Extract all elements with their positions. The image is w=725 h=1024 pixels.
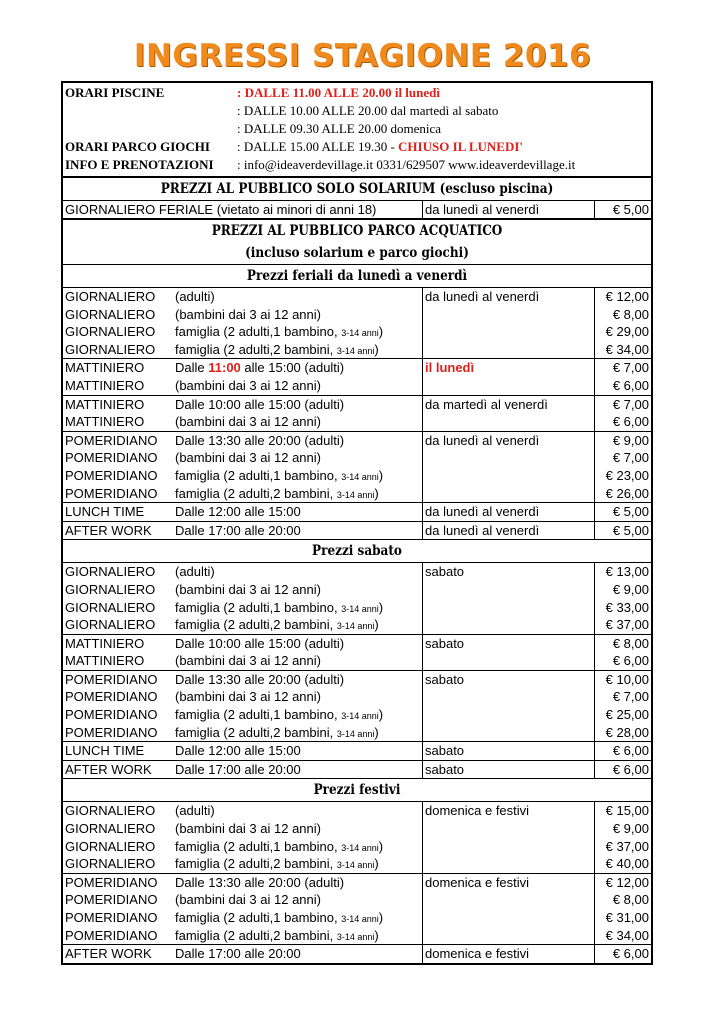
info-label: ORARI PARCO GIOCHI (65, 139, 210, 154)
row-age-range: 3-14 anni (336, 621, 375, 632)
solarium-header: PREZZI AL PUBBLICO SOLO SOLARIUM (escluso piscina) (63, 178, 651, 201)
row-type: GIORNALIERO (65, 341, 156, 357)
table-row (63, 820, 651, 838)
table-row (63, 652, 651, 670)
row-price: € 29,00 (605, 324, 649, 340)
row-price: € 10,00 (605, 671, 649, 687)
table-row (63, 431, 651, 450)
row-price: € 5,00 (612, 504, 649, 520)
info-row (65, 84, 649, 102)
table-row (63, 467, 651, 485)
info-value: : DALLE 10.00 ALLE 20.00 dal martedì al sabato (237, 103, 499, 118)
row-days: da lunedì al venerdì (422, 522, 595, 540)
row-type: POMERIDIANO (65, 927, 158, 943)
row-desc: Dalle 10:00 alle 15:00 (adulti) (175, 396, 345, 412)
row-age-range: 3-14 anni (336, 345, 375, 356)
table-row (63, 306, 651, 324)
row-days: sabato (422, 761, 595, 779)
info-row (65, 138, 649, 156)
row-type: POMERIDIANO (65, 689, 158, 705)
row-type: GIORNALIERO (65, 599, 156, 615)
solarium-row (63, 201, 651, 220)
table-row (63, 724, 651, 742)
row-desc: famiglia (2 adulti,1 bambino, 3-14 anni) (175, 599, 384, 615)
table-row (63, 358, 651, 377)
row-price: € 34,00 (605, 927, 649, 943)
row-price: € 37,00 (605, 838, 649, 854)
row-desc: Dalle 13:30 alle 20:00 (adulti) (175, 874, 345, 890)
row-type: POMERIDIANO (65, 874, 158, 890)
row-age-range: 3-14 anni (336, 728, 375, 739)
row-days (422, 306, 595, 324)
info-highlight: CHIUSO IL LUNEDI' (398, 139, 524, 154)
row-desc: Dalle 10:00 alle 15:00 (adulti) (175, 635, 345, 651)
row-price: € 9,00 (612, 581, 649, 597)
section-header-text: Prezzi sabato (312, 543, 402, 560)
table-row (63, 288, 651, 306)
row-desc: (bambini dai 3 ai 12 anni) (175, 450, 321, 466)
row-desc: Dalle 12:00 alle 15:00 (175, 743, 301, 759)
table-row (63, 944, 651, 963)
row-type: MATTINIERO (65, 414, 145, 430)
row-price: € 6,00 (612, 761, 649, 777)
row-type: POMERIDIANO (65, 724, 158, 740)
row-age-range: 3-14 anni (336, 860, 375, 871)
row-type: POMERIDIANO (65, 450, 158, 466)
row-price: € 12,00 (605, 289, 649, 304)
row-desc: Dalle 12:00 alle 15:00 (175, 504, 301, 520)
row-type: AFTER WORK (65, 522, 152, 538)
table-row (63, 581, 651, 599)
row-type: MATTINIERO (65, 360, 145, 376)
row-price: € 28,00 (605, 724, 649, 740)
row-type: GIORNALIERO (65, 289, 156, 304)
row-type: GIORNALIERO (65, 821, 156, 837)
info-label (65, 102, 237, 120)
row-days (422, 652, 595, 670)
table-row (63, 395, 651, 414)
row-price: € 8,00 (612, 635, 649, 651)
table-row (63, 485, 651, 503)
row-days (422, 820, 595, 838)
row-price: € 37,00 (605, 617, 649, 633)
table-row (63, 502, 651, 521)
row-days: domenica e festivi (422, 802, 595, 820)
row-price: € 6,00 (612, 946, 649, 962)
table-row (63, 909, 651, 927)
row-price: € 6,00 (612, 377, 649, 393)
info-value: : info@ideaverdevillage.it 0331/629507 www.ideaverdevillage.it (237, 157, 576, 172)
row-price: € 15,00 (605, 803, 649, 819)
row-days (422, 581, 595, 599)
row-desc: Dalle 13:30 alle 20:00 (adulti) (175, 432, 345, 448)
row-days: da lunedì al venerdì (422, 503, 595, 521)
info-label: ORARI PISCINE (65, 85, 165, 100)
row-desc: Dalle 17:00 alle 20:00 (175, 761, 301, 777)
row-price: € 9,00 (612, 432, 649, 448)
row-age-range: 3-14 anni (336, 489, 375, 500)
row-type: POMERIDIANO (65, 467, 158, 483)
row-type: POMERIDIANO (65, 892, 158, 908)
row-age-range: 3-14 anni (341, 842, 379, 853)
row-price: € 40,00 (605, 856, 649, 872)
table-row (63, 670, 651, 689)
row-type: LUNCH TIME (65, 743, 145, 759)
row-time: 11:00 (208, 360, 241, 376)
row-type: POMERIDIANO (65, 707, 158, 723)
row-desc: famiglia (2 adulti,1 bambino, 3-14 anni) (175, 467, 384, 483)
table-row (63, 616, 651, 634)
table-row (63, 760, 651, 779)
row-days (422, 599, 595, 617)
row-desc: Dalle 13:30 alle 20:00 (adulti) (175, 671, 345, 687)
row-desc: (bambini dai 3 ai 12 anni) (175, 581, 321, 597)
row-type: GIORNALIERO (65, 617, 156, 633)
row-desc: (adulti) (175, 803, 215, 819)
row-type: GIORNALIERO (65, 581, 156, 597)
row-type: AFTER WORK (65, 761, 152, 777)
table-row (63, 688, 651, 706)
table-row (63, 706, 651, 724)
table-row (63, 741, 651, 760)
row-price: € 7,00 (612, 450, 649, 466)
info-label (65, 120, 237, 138)
row-days (422, 467, 595, 485)
row-days (422, 485, 595, 503)
row-days (422, 449, 595, 467)
row-type: GIORNALIERO (65, 803, 156, 819)
row-desc: famiglia (2 adulti,1 bambino, 3-14 anni) (175, 838, 384, 854)
page-title: INGRESSI STAGIONE 2016 (133, 38, 592, 74)
row-days (422, 616, 595, 634)
row-price: € 26,00 (605, 485, 649, 501)
row-days (422, 341, 595, 359)
row-desc: famiglia (2 adulti,1 bambino, 3-14 anni) (175, 910, 384, 925)
row-desc: famiglia (2 adulti,2 bambini, 3-14 anni) (175, 724, 379, 740)
row-price: € 6,00 (612, 743, 649, 759)
row-type: GIORNALIERO (65, 324, 156, 340)
row-desc: (bambini dai 3 ai 12 anni) (175, 377, 321, 393)
info-value: : DALLE 09.30 ALLE 20.00 domenica (237, 121, 441, 136)
row-days (422, 688, 595, 706)
table-row (63, 413, 651, 431)
row-price: € 7,00 (612, 360, 649, 376)
row-desc: (bambini dai 3 ai 12 anni) (175, 689, 321, 705)
row-age-range: 3-14 anni (341, 914, 379, 924)
row-desc: Dalle 11:00 alle 15:00 (adulti) (175, 360, 345, 376)
table-row (63, 599, 651, 617)
row-type: GIORNALIERO (65, 306, 156, 322)
row-desc: (bambini dai 3 ai 12 anni) (175, 892, 321, 908)
row-age-range: 3-14 anni (341, 328, 379, 339)
row-desc: famiglia (2 adulti,1 bambino, 3-14 anni) (175, 324, 384, 340)
table-row (63, 891, 651, 909)
row-days: sabato (422, 671, 595, 689)
table-row (63, 634, 651, 653)
row-days (422, 927, 595, 945)
row-type: MATTINIERO (65, 396, 145, 412)
table-row (63, 341, 651, 359)
row-days (422, 838, 595, 856)
row-days: domenica e festivi (422, 945, 595, 963)
row-desc: (bambini dai 3 ai 12 anni) (175, 306, 321, 322)
info-row (65, 156, 649, 174)
info-value: : DALLE 11.00 ALLE 20.00 il lunedì (237, 85, 440, 100)
row-desc: famiglia (2 adulti,2 bambini, 3-14 anni) (175, 617, 379, 633)
row-type: POMERIDIANO (65, 485, 158, 501)
row-days (422, 323, 595, 341)
row-desc: (adulti) (175, 289, 215, 304)
row-desc: famiglia (2 adulti,2 bambini, 3-14 anni) (175, 927, 379, 943)
row-desc: famiglia (2 adulti,2 bambini, 3-14 anni) (175, 485, 379, 501)
row-price: € 6,00 (612, 653, 649, 669)
row-price: € 8,00 (612, 306, 649, 322)
row-price: € 23,00 (605, 467, 649, 483)
solarium-days: da lunedì al venerdì (422, 201, 595, 218)
section-header (63, 778, 651, 802)
row-days (422, 724, 595, 742)
row-days: sabato (422, 635, 595, 653)
row-type: MATTINIERO (65, 377, 145, 393)
table-row (63, 377, 651, 395)
row-days (422, 413, 595, 431)
price-sheet (61, 81, 653, 965)
row-price: € 13,00 (605, 564, 649, 580)
row-type: POMERIDIANO (65, 432, 158, 448)
row-days: sabato (422, 563, 595, 581)
table-row (63, 323, 651, 341)
row-type: POMERIDIANO (65, 671, 158, 687)
row-type: GIORNALIERO (65, 838, 156, 854)
table-row (63, 521, 651, 540)
row-desc: (adulti) (175, 564, 215, 580)
row-days: domenica e festivi (422, 874, 595, 892)
row-price: € 25,00 (605, 707, 649, 723)
info-row (65, 120, 649, 138)
row-days: il lunedì (422, 359, 595, 377)
row-days: da lunedì al venerdì (422, 288, 595, 306)
row-desc: Dalle 17:00 alle 20:00 (175, 522, 301, 538)
row-type: GIORNALIERO (65, 856, 156, 872)
row-type: POMERIDIANO (65, 910, 158, 925)
info-label: INFO E PRENOTAZIONI (65, 157, 214, 172)
row-days (422, 855, 595, 873)
solarium-name: GIORNALIERO FERIALE (vietato ai minori di anni 18) (65, 202, 377, 217)
row-age-range: 3-14 anni (341, 711, 379, 722)
aquatic-header: PREZZI AL PUBBLICO PARCO ACQUATICO (incluso solarium e parco giochi) (63, 220, 651, 265)
row-days: da lunedì al venerdì (422, 432, 595, 450)
row-age-range: 3-14 anni (341, 471, 379, 482)
row-price: € 7,00 (612, 689, 649, 705)
row-days: da martedì al venerdì (422, 396, 595, 414)
section-header (63, 539, 651, 563)
row-price: € 7,00 (612, 396, 649, 412)
table-row (63, 802, 651, 820)
row-days (422, 909, 595, 927)
section-header (63, 265, 651, 288)
row-type: LUNCH TIME (65, 504, 145, 520)
table-row (63, 855, 651, 873)
row-desc: famiglia (2 adulti,2 bambini, 3-14 anni) (175, 341, 379, 357)
row-days: sabato (422, 742, 595, 760)
row-desc: famiglia (2 adulti,1 bambino, 3-14 anni) (175, 707, 384, 723)
row-desc: Dalle 17:00 alle 20:00 (175, 946, 301, 962)
row-type: MATTINIERO (65, 653, 145, 669)
row-days (422, 891, 595, 909)
row-days (422, 377, 595, 395)
row-days (422, 706, 595, 724)
solarium-price: € 5,00 (612, 202, 649, 217)
table-row (63, 873, 651, 892)
table-row (63, 838, 651, 856)
row-price: € 9,00 (612, 821, 649, 837)
section-header-text: Prezzi festivi (313, 782, 401, 799)
price-sections (63, 265, 651, 963)
row-desc: (bambini dai 3 ai 12 anni) (175, 653, 321, 669)
row-price: € 5,00 (612, 522, 649, 538)
info-value: : DALLE 15.00 ALLE 19.30 - CHIUSO IL LUNEDI' (237, 139, 524, 154)
row-type: MATTINIERO (65, 635, 145, 651)
info-row (65, 102, 649, 120)
row-price: € 12,00 (605, 874, 649, 890)
info-block (63, 83, 651, 178)
row-type: AFTER WORK (65, 946, 152, 962)
row-age-range: 3-14 anni (336, 931, 375, 942)
table-row (63, 563, 651, 581)
table-row (63, 927, 651, 945)
row-desc: famiglia (2 adulti,2 bambini, 3-14 anni) (175, 856, 379, 872)
row-type: GIORNALIERO (65, 564, 156, 580)
row-price: € 8,00 (612, 892, 649, 908)
row-desc: (bambini dai 3 ai 12 anni) (175, 821, 321, 837)
table-row (63, 449, 651, 467)
row-price: € 31,00 (605, 910, 649, 925)
row-price: € 33,00 (605, 599, 649, 615)
row-price: € 6,00 (612, 414, 649, 430)
row-desc: (bambini dai 3 ai 12 anni) (175, 414, 321, 430)
row-price: € 34,00 (605, 341, 649, 357)
row-age-range: 3-14 anni (341, 603, 379, 614)
section-header-text: Prezzi feriali da lunedì a venerdì (246, 268, 468, 284)
